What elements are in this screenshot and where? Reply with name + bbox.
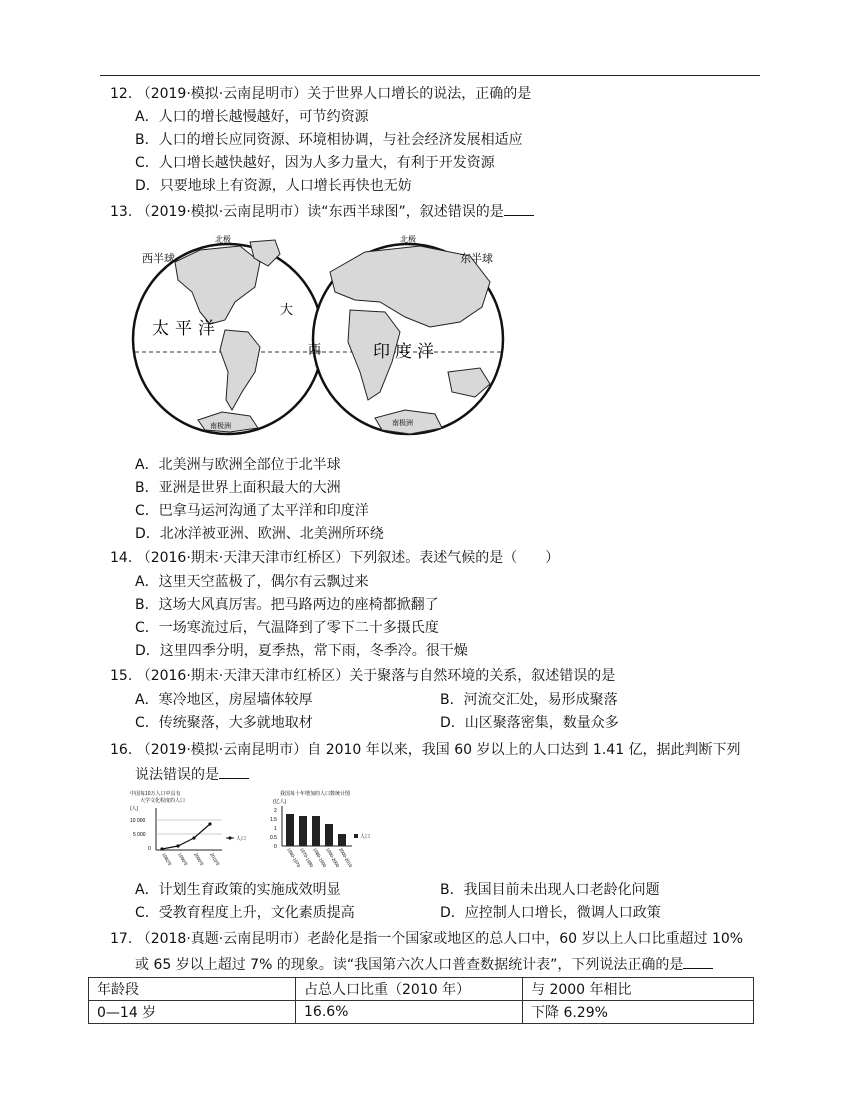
west-hemisphere-label: 西半球 <box>142 253 175 265</box>
chart-right-xtick: 1990-2000 <box>325 847 341 869</box>
q17-stem-line2-text: 或 65 岁以上超过 7% 的现象。读“我国第六次人口普查数据统计表”，下列说法正确的是 <box>135 957 684 973</box>
q13-stem-text: 13. （2019·模拟·云南昆明市）读“东西半球图”，叙述错误的是 <box>110 204 504 220</box>
q16-stem-line2 <box>135 764 249 785</box>
q16-option-b[interactable]: B．我国目前未出现人口老龄化问题 <box>440 882 660 898</box>
table-cell: 0—14 岁 <box>89 1001 296 1024</box>
indian-ocean-label: 印度洋 <box>373 342 439 361</box>
chart-right-bar <box>325 824 333 846</box>
population-increase-chart <box>270 790 370 869</box>
hemispheres-map <box>130 232 530 442</box>
table-cell: 下降 6.29% <box>523 1001 754 1024</box>
q12-option-b[interactable]: B．人口的增长应同资源、环境相协调，与社会经济发展相适应 <box>135 132 523 148</box>
q17-stem-line1: 17. （2018·真题·云南昆明市）老龄化是指一个国家或地区的总人口中，60 岁以上人口比重超过 10% <box>110 931 744 947</box>
chart-right-bar <box>338 834 346 846</box>
chart-left-legend: 人口 <box>236 836 247 842</box>
chart-right-unit: (亿人) <box>273 799 287 805</box>
table-header-cell: 年龄段 <box>89 978 296 1001</box>
chart-left-ytick: 0 <box>148 846 151 852</box>
answer-blank <box>683 954 713 969</box>
antarctica-label-east: 南极洲 <box>392 420 413 427</box>
q15-stem: 15. （2016·期末·天津天津市红桥区）关于聚落与自然环境的关系，叙述错误的是 <box>110 668 616 684</box>
chart-left-ytick: 5 000 <box>133 832 146 838</box>
q15-option-b[interactable]: B．河流交汇处，易形成聚落 <box>440 692 618 708</box>
chart-left-unit: (人) <box>130 806 139 812</box>
chart-right-title: 我国每十年增加的人口数统计图 <box>280 791 351 797</box>
north-pole-label-east: 北极 <box>400 235 416 244</box>
q16-option-c[interactable]: C．受教育程度上升，文化素质提高 <box>135 905 355 921</box>
q15-option-d[interactable]: D．山区聚落密集，数量众多 <box>440 715 619 731</box>
chart-left-title2: 大学文化程度的人口 <box>140 798 186 804</box>
q13-option-c[interactable]: C．巴拿马运河沟通了太平洋和印度洋 <box>135 503 369 519</box>
q16-charts <box>130 788 370 878</box>
chart-left-xtick: 2000年 <box>193 852 205 868</box>
q13-option-a[interactable]: A．北美洲与欧洲全部位于北半球 <box>135 457 341 473</box>
chart-right-bar <box>286 814 294 846</box>
q16-stem-line1: 16. （2019·模拟·云南昆明市）自 2010 年以来，我国 60 岁以上的人口达到 1.41 亿，据此判断下列 <box>110 742 741 758</box>
chart-left-point <box>176 844 179 847</box>
chart-left-point <box>192 836 195 839</box>
chart-right-bar <box>312 816 320 846</box>
q12-stem: 12. （2019·模拟·云南昆明市）关于世界人口增长的说法，正确的是 <box>110 86 532 102</box>
q13-stem <box>110 201 534 222</box>
table-header-cell: 占总人口比重（2010 年） <box>296 978 523 1001</box>
chart-left-ytick: 10 000 <box>130 818 146 824</box>
q13-option-d[interactable]: D．北冰洋被亚洲、欧洲、北美洲所环绕 <box>135 526 384 542</box>
chart-right-xtick: 2000-2010 <box>338 847 354 869</box>
q12-option-d[interactable]: D．只要地球上有资源，人口增长再快也无妨 <box>135 178 412 194</box>
chart-left-line <box>162 824 210 849</box>
answer-blank <box>219 764 249 779</box>
q17-stem-line2 <box>135 954 713 975</box>
chart-right-ytick: 1 <box>274 826 277 832</box>
table-header-row <box>89 978 754 1001</box>
chart-right-bar <box>299 816 307 846</box>
chart-right-ytick: 2 <box>274 808 277 814</box>
chart-right-xtick: 1970-1980 <box>299 847 315 869</box>
east-hemisphere-label: 东半球 <box>460 253 493 265</box>
table-header-cell: 与 2000 年相比 <box>523 978 754 1001</box>
q14-option-a[interactable]: A．这里天空蓝极了，偶尔有云飘过来 <box>135 574 369 590</box>
university-education-chart <box>130 790 246 868</box>
antarctica-label-west: 南极洲 <box>210 423 231 430</box>
chart-left-xtick: 1990年 <box>177 852 189 868</box>
q14-option-d[interactable]: D．这里四季分明，夏季热，常下雨，冬季冷。很干燥 <box>135 643 468 659</box>
table-cell: 16.6% <box>296 1001 523 1024</box>
q12-option-c[interactable]: C．人口增长越快越好，因为人多力量大，有利于开发资源 <box>135 155 495 171</box>
chart-right-legend: 人口 <box>360 834 370 840</box>
north-pole-label-west: 北极 <box>215 235 231 244</box>
q12-option-a[interactable]: A．人口的增长越慢越好，可节约资源 <box>135 109 369 125</box>
q15-option-c[interactable]: C．传统聚落，大多就地取材 <box>135 715 313 731</box>
pacific-label: 太平洋 <box>152 319 221 338</box>
chart-right-ytick: 1.5 <box>270 817 277 823</box>
atlantic-label-west: 大 <box>280 302 294 317</box>
chart-left-point <box>208 822 211 825</box>
chart-left-title1: 中国每10万人口中具有 <box>130 791 181 797</box>
table-row <box>89 1001 754 1024</box>
chart-right-ytick: 0.5 <box>270 835 277 841</box>
q16-option-d[interactable]: D．应控制人口增长，微调人口政策 <box>440 905 661 921</box>
chart-right-ytick: 0 <box>274 844 277 850</box>
answer-blank <box>504 201 534 216</box>
q16-stem-line2-text: 说法错误的是 <box>135 767 219 783</box>
census-table <box>88 977 754 1024</box>
chart-right-xtick: 1980-1990 <box>312 847 328 869</box>
q13-option-b[interactable]: B．亚洲是世界上面积最大的大洲 <box>135 480 341 496</box>
q14-option-c[interactable]: C．一场寒流过后，气温降到了零下二十多摄氏度 <box>135 620 439 636</box>
top-rule <box>100 75 760 76</box>
q15-option-a[interactable]: A．寒冷地区，房屋墙体较厚 <box>135 692 313 708</box>
q14-stem: 14. （2016·期末·天津天津市红桥区）下列叙述。表述气候的是（ ） <box>110 550 560 566</box>
chart-left-xtick: 1982年 <box>161 852 173 868</box>
atlantic-label-east: 西 <box>308 342 322 357</box>
q14-option-b[interactable]: B．这场大风真厉害。把马路两边的座椅都掀翻了 <box>135 597 439 613</box>
q16-option-a[interactable]: A．计划生育政策的实施成效明显 <box>135 882 341 898</box>
chart-right-xtick: 1960-1970 <box>286 847 302 869</box>
chart-left-xtick: 2010年 <box>209 852 221 868</box>
chart-left-point <box>160 847 163 850</box>
